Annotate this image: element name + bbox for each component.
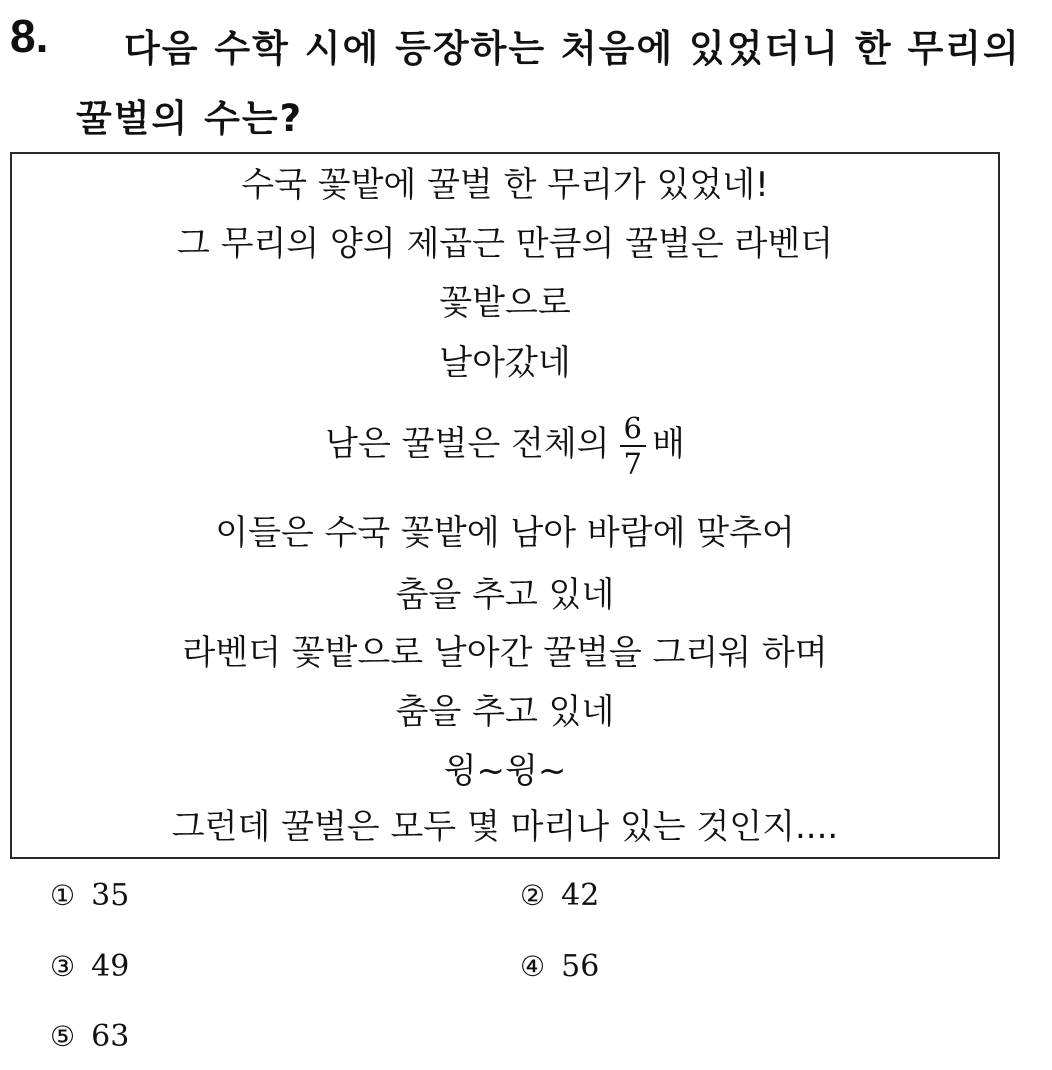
poem-line: 춤을 추고 있네 — [395, 575, 615, 615]
choice-mark: ④ — [520, 950, 546, 983]
poem-line: 이들은 수국 꽃밭에 남아 바람에 맞추어 — [215, 513, 795, 553]
poem-fraction-line — [12, 402, 998, 486]
fraction-denominator: 7 — [623, 446, 642, 481]
choice-5[interactable] — [50, 1017, 129, 1057]
fraction-suffix: 배 — [651, 424, 685, 464]
poem-line: 꽃밭으로 — [439, 283, 571, 323]
poem-line: 날아갔네 — [439, 343, 571, 383]
choice-value: 63 — [91, 1019, 130, 1054]
choice-mark: ① — [50, 879, 76, 912]
choice-4[interactable] — [520, 947, 599, 987]
poem-box — [10, 152, 1000, 859]
poem-line: 라벤더 꽃밭으로 날아간 꿀벌을 그리워 하며 — [182, 633, 828, 673]
choice-mark: ③ — [50, 950, 76, 983]
choice-3[interactable] — [50, 947, 129, 987]
choice-2[interactable] — [520, 876, 599, 916]
choice-1[interactable] — [50, 876, 129, 916]
choice-value: 35 — [91, 878, 130, 913]
poem-line: 수국 꽃밭에 꿀벌 한 무리가 있었네! — [241, 165, 769, 205]
poem-line: 춤을 추고 있네 — [395, 692, 615, 732]
choice-mark: ⑤ — [50, 1020, 76, 1053]
choice-value: 49 — [91, 949, 130, 984]
poem-line: 그런데 꿀벌은 모두 몇 마리나 있는 것인지.... — [171, 807, 839, 847]
choice-value: 42 — [561, 878, 600, 913]
poem-line: 그 무리의 양의 제곱근 만큼의 꿀벌은 라벤더 — [176, 224, 834, 264]
fraction — [620, 411, 646, 481]
poem-line: 윙~윙~ — [443, 751, 567, 791]
choice-mark: ② — [520, 879, 546, 912]
question-text: 다음 수학 시에 등장하는 처음에 있었더니 한 무리의 꿀벌의 수는? — [76, 27, 1021, 140]
fraction-numerator: 6 — [623, 410, 642, 445]
choice-value: 56 — [561, 949, 600, 984]
fraction-prefix: 남은 꿀벌은 전체의 — [325, 424, 610, 464]
question-number: 8. — [10, 10, 49, 62]
